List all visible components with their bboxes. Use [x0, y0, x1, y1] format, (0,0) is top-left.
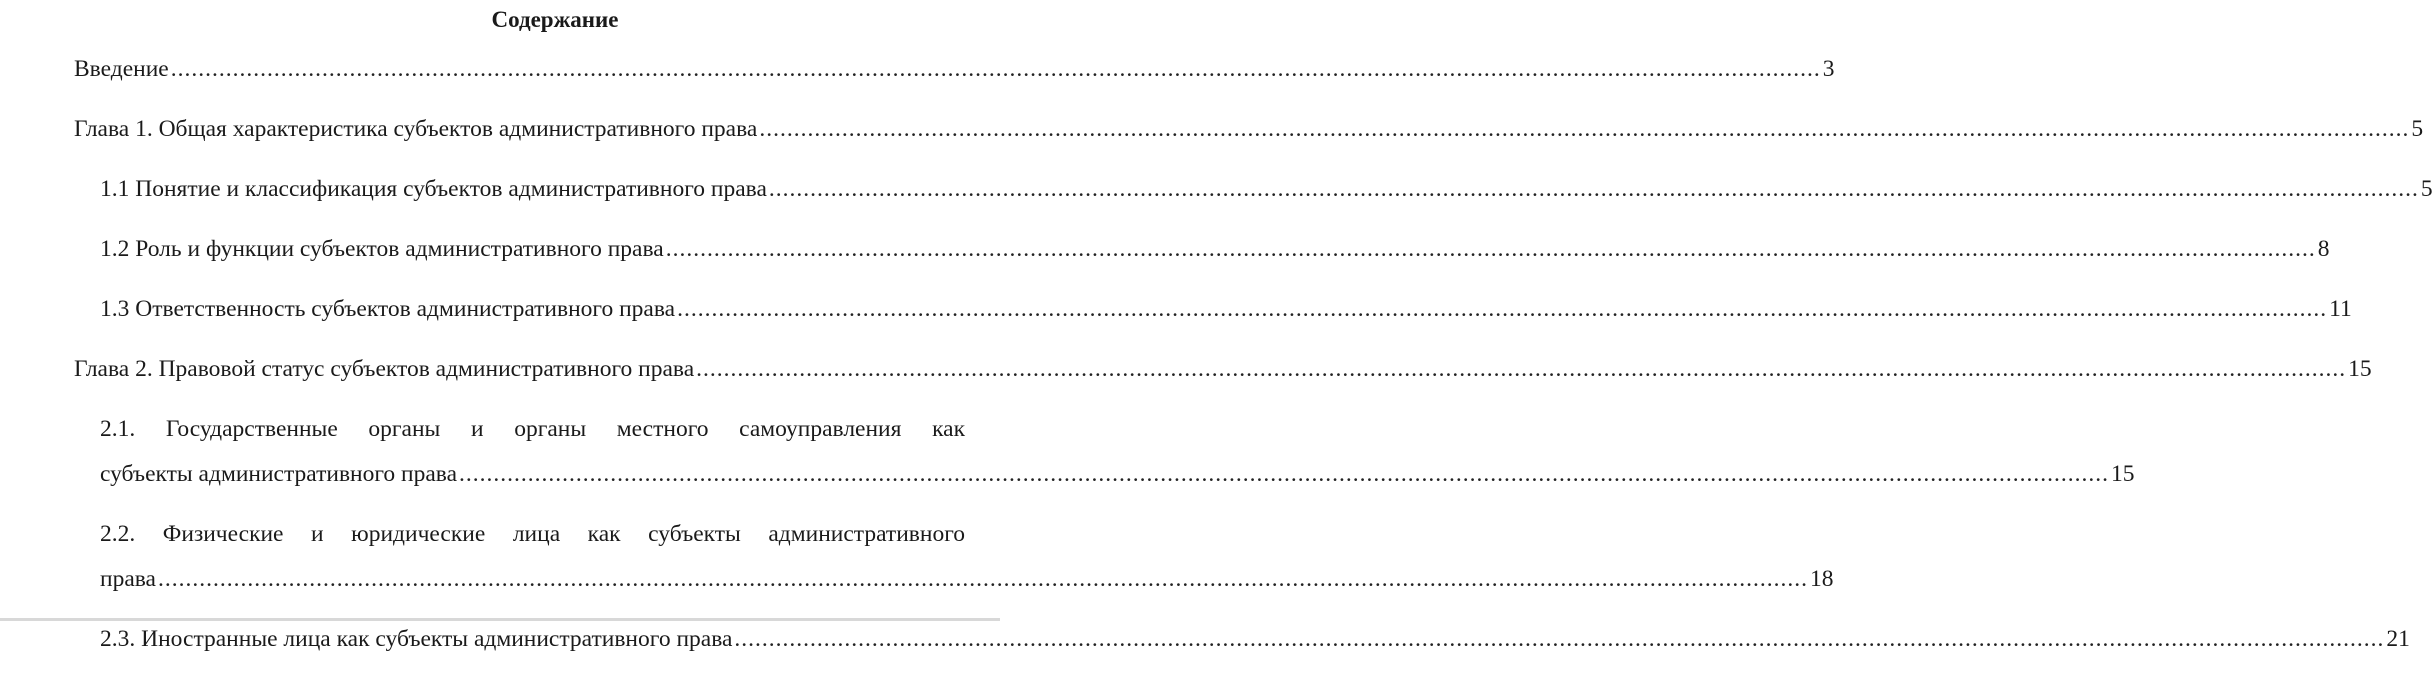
toc-page-number: 8 [2317, 236, 2330, 262]
toc-page-number: 5 [2411, 116, 2424, 142]
toc-entry-section-2-2[interactable] [100, 516, 1834, 597]
toc-entry-text: 1.3 Ответственность субъектов административного права [100, 296, 676, 322]
toc-leader-dots [734, 621, 2384, 657]
toc-page-number: 21 [2386, 626, 2410, 652]
toc-entry-section-2-3[interactable] [100, 621, 2410, 657]
toc-entry-text: Глава 2. Правовой статус субъектов административного права [74, 356, 695, 382]
toc-page-number: 3 [1822, 56, 1835, 82]
toc-leader-dots [769, 171, 2419, 207]
toc-leader-dots [459, 456, 2109, 492]
toc-entry-text-line1: 2.1. Государственные органы и органы местного самоуправления как [100, 416, 965, 442]
toc-leader-dots [158, 561, 1808, 597]
toc-page-number: 5 [2420, 176, 2433, 202]
page-bottom-edge [0, 618, 1000, 621]
toc-leader-dots [759, 111, 2409, 147]
toc-entry-text: 2.3. Иностранные лица как субъекты административного права [100, 626, 733, 652]
toc-leader-dots [677, 291, 2327, 327]
toc-entry-text: 1.2 Роль и функции субъектов административного права [100, 236, 664, 262]
toc-entry-text-line2: права [100, 566, 156, 592]
toc-entry-section-1-2[interactable] [100, 231, 2330, 267]
toc-page-number: 15 [2111, 461, 2135, 487]
toc-entry-chapter-2[interactable] [74, 351, 2372, 387]
toc-entry-text: 1.1 Понятие и классификация субъектов административного права [100, 176, 767, 202]
toc-entry-introduction[interactable] [74, 51, 1835, 87]
toc-entry-text-line2: субъекты административного права [100, 461, 458, 487]
toc-title: Содержание [491, 7, 619, 32]
toc-leader-dots [171, 51, 1821, 87]
toc-page-number: 11 [2329, 296, 2352, 322]
toc-entry-text: Введение [74, 56, 169, 82]
toc-entry-chapter-1[interactable] [74, 111, 2424, 147]
toc-entry-section-2-1[interactable] [100, 411, 2135, 492]
toc-page-number: 18 [1809, 566, 1834, 592]
toc-leader-dots [666, 231, 2316, 267]
toc-leader-dots [696, 351, 2346, 387]
toc-entry-text: Глава 1. Общая характеристика субъектов административного права [74, 116, 758, 142]
toc-entry-text-line1: 2.2. Физические и юридические лица как субъекты административного [100, 521, 965, 547]
toc-entry-section-1-3[interactable] [100, 291, 2352, 327]
toc-entry-section-1-1[interactable] [100, 171, 2433, 207]
table-of-contents [74, 51, 2433, 681]
toc-page-number: 15 [2348, 356, 2372, 382]
